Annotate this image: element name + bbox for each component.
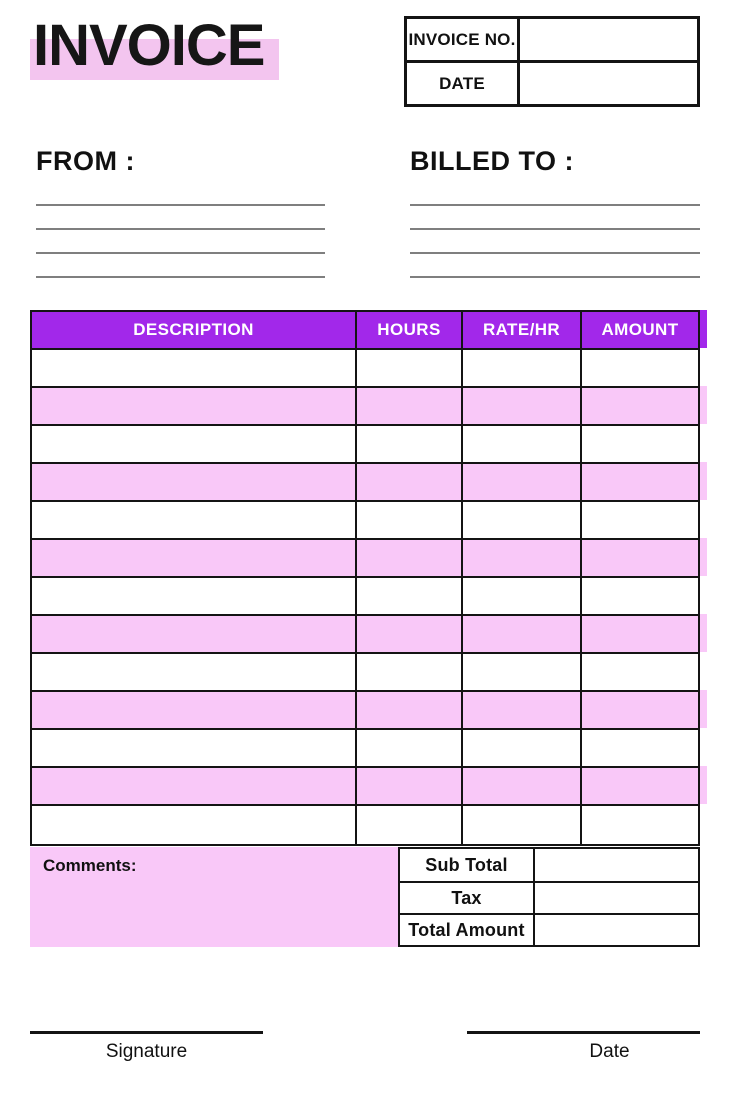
item-cell-rate-hr[interactable]: [463, 464, 582, 500]
item-row: [32, 692, 698, 730]
summary-table: [398, 847, 700, 947]
blank-line[interactable]: [36, 254, 325, 278]
item-cell-amount[interactable]: [582, 502, 698, 538]
from-label: FROM :: [36, 146, 135, 176]
item-cell-rate-hr[interactable]: [463, 388, 582, 424]
item-row: [32, 654, 698, 692]
item-cell-description[interactable]: [32, 464, 357, 500]
item-cell-description[interactable]: [32, 350, 357, 386]
item-cell-hours[interactable]: [357, 616, 463, 652]
item-row: [32, 502, 698, 540]
item-cell-description[interactable]: [32, 806, 357, 844]
invoice-date-row: [407, 60, 697, 104]
invoice-number-value[interactable]: [520, 19, 697, 60]
item-cell-hours[interactable]: [357, 426, 463, 462]
item-cell-amount[interactable]: [582, 578, 698, 614]
item-cell-amount[interactable]: [582, 654, 698, 690]
item-cell-description[interactable]: [32, 692, 357, 728]
comments-box[interactable]: [30, 847, 398, 947]
item-cell-hours[interactable]: [357, 464, 463, 500]
item-cell-amount[interactable]: [582, 730, 698, 766]
item-cell-rate-hr[interactable]: [463, 806, 582, 844]
item-cell-description[interactable]: [32, 730, 357, 766]
item-cell-amount[interactable]: [582, 692, 698, 728]
item-row: [32, 388, 698, 426]
item-cell-hours[interactable]: [357, 654, 463, 690]
items-header-row: [32, 312, 698, 350]
blank-line[interactable]: [410, 254, 700, 278]
tax-value[interactable]: [535, 883, 698, 913]
item-cell-hours[interactable]: [357, 730, 463, 766]
item-row: [32, 578, 698, 616]
total-amount-label: Total Amount: [400, 915, 535, 945]
item-cell-rate-hr[interactable]: [463, 692, 582, 728]
subtotal-row: [400, 849, 698, 881]
item-cell-amount[interactable]: [582, 616, 698, 652]
column-header-hours: HOURS: [357, 312, 463, 348]
item-cell-rate-hr[interactable]: [463, 350, 582, 386]
item-cell-description[interactable]: [32, 654, 357, 690]
blank-line[interactable]: [410, 230, 700, 254]
subtotal-value[interactable]: [535, 849, 698, 881]
items-table: [30, 310, 700, 846]
date-line[interactable]: [467, 1031, 700, 1034]
total-amount-row: [400, 913, 698, 945]
invoice-date-value[interactable]: [520, 63, 697, 104]
title-highlight: INVOICE: [30, 13, 279, 80]
item-cell-hours[interactable]: [357, 806, 463, 844]
item-cell-rate-hr[interactable]: [463, 426, 582, 462]
tax-row: [400, 881, 698, 913]
item-cell-hours[interactable]: [357, 502, 463, 538]
invoice-date-label: DATE: [407, 63, 520, 104]
item-cell-amount[interactable]: [582, 426, 698, 462]
invoice-number-label: INVOICE NO.: [407, 19, 520, 60]
item-cell-hours[interactable]: [357, 578, 463, 614]
date-label: Date: [589, 1041, 630, 1062]
page-title: [30, 13, 279, 78]
column-header-amount: AMOUNT: [601, 320, 679, 339]
item-cell-hours[interactable]: [357, 692, 463, 728]
item-row: [32, 616, 698, 654]
item-cell-amount[interactable]: [582, 388, 698, 424]
item-cell-description[interactable]: [32, 578, 357, 614]
invoice-number-row: [407, 19, 697, 60]
blank-line[interactable]: [36, 206, 325, 230]
billed-to-section: [410, 146, 700, 278]
item-cell-description[interactable]: [32, 540, 357, 576]
item-cell-hours[interactable]: [357, 388, 463, 424]
item-cell-amount[interactable]: [582, 464, 698, 500]
column-header-description: DESCRIPTION: [32, 312, 357, 348]
item-cell-description[interactable]: [32, 502, 357, 538]
tax-label: Tax: [400, 883, 535, 913]
item-cell-rate-hr[interactable]: [463, 768, 582, 804]
item-cell-amount[interactable]: [582, 768, 698, 804]
item-row: [32, 464, 698, 502]
signature-label: Signature: [105, 1041, 188, 1062]
item-row: [32, 806, 698, 844]
item-cell-description[interactable]: [32, 616, 357, 652]
invoice-meta-box: [404, 16, 700, 107]
signature-line[interactable]: [30, 1031, 263, 1034]
item-cell-hours[interactable]: [357, 350, 463, 386]
item-cell-description[interactable]: [32, 426, 357, 462]
from-blank-lines: [36, 184, 325, 278]
item-cell-rate-hr[interactable]: [463, 616, 582, 652]
item-cell-description[interactable]: [32, 388, 357, 424]
item-cell-rate-hr[interactable]: [463, 730, 582, 766]
item-cell-hours[interactable]: [357, 540, 463, 576]
subtotal-label: Sub Total: [400, 849, 535, 881]
item-cell-amount[interactable]: [582, 806, 698, 844]
item-cell-hours[interactable]: [357, 768, 463, 804]
item-cell-rate-hr[interactable]: [463, 502, 582, 538]
item-cell-amount[interactable]: [582, 540, 698, 576]
item-cell-description[interactable]: [32, 768, 357, 804]
item-row: [32, 350, 698, 388]
column-header-rate-hr: RATE/HR: [463, 312, 582, 348]
item-row: [32, 540, 698, 578]
blank-line[interactable]: [410, 206, 700, 230]
blank-line[interactable]: [410, 184, 700, 206]
item-row: [32, 426, 698, 464]
item-cell-rate-hr[interactable]: [463, 654, 582, 690]
signature-block: [30, 1031, 263, 1063]
blank-line[interactable]: [36, 230, 325, 254]
date-block: [467, 1031, 700, 1063]
billed-to-blank-lines: [410, 184, 700, 278]
from-section: [36, 146, 325, 278]
comments-label: Comments:: [43, 856, 137, 875]
item-row: [32, 730, 698, 768]
item-cell-amount[interactable]: [582, 350, 698, 386]
item-cell-rate-hr[interactable]: [463, 578, 582, 614]
item-cell-rate-hr[interactable]: [463, 540, 582, 576]
item-row: [32, 768, 698, 806]
billed-to-label: BILLED TO :: [410, 146, 574, 176]
total-amount-value[interactable]: [535, 915, 698, 945]
blank-line[interactable]: [36, 184, 325, 206]
